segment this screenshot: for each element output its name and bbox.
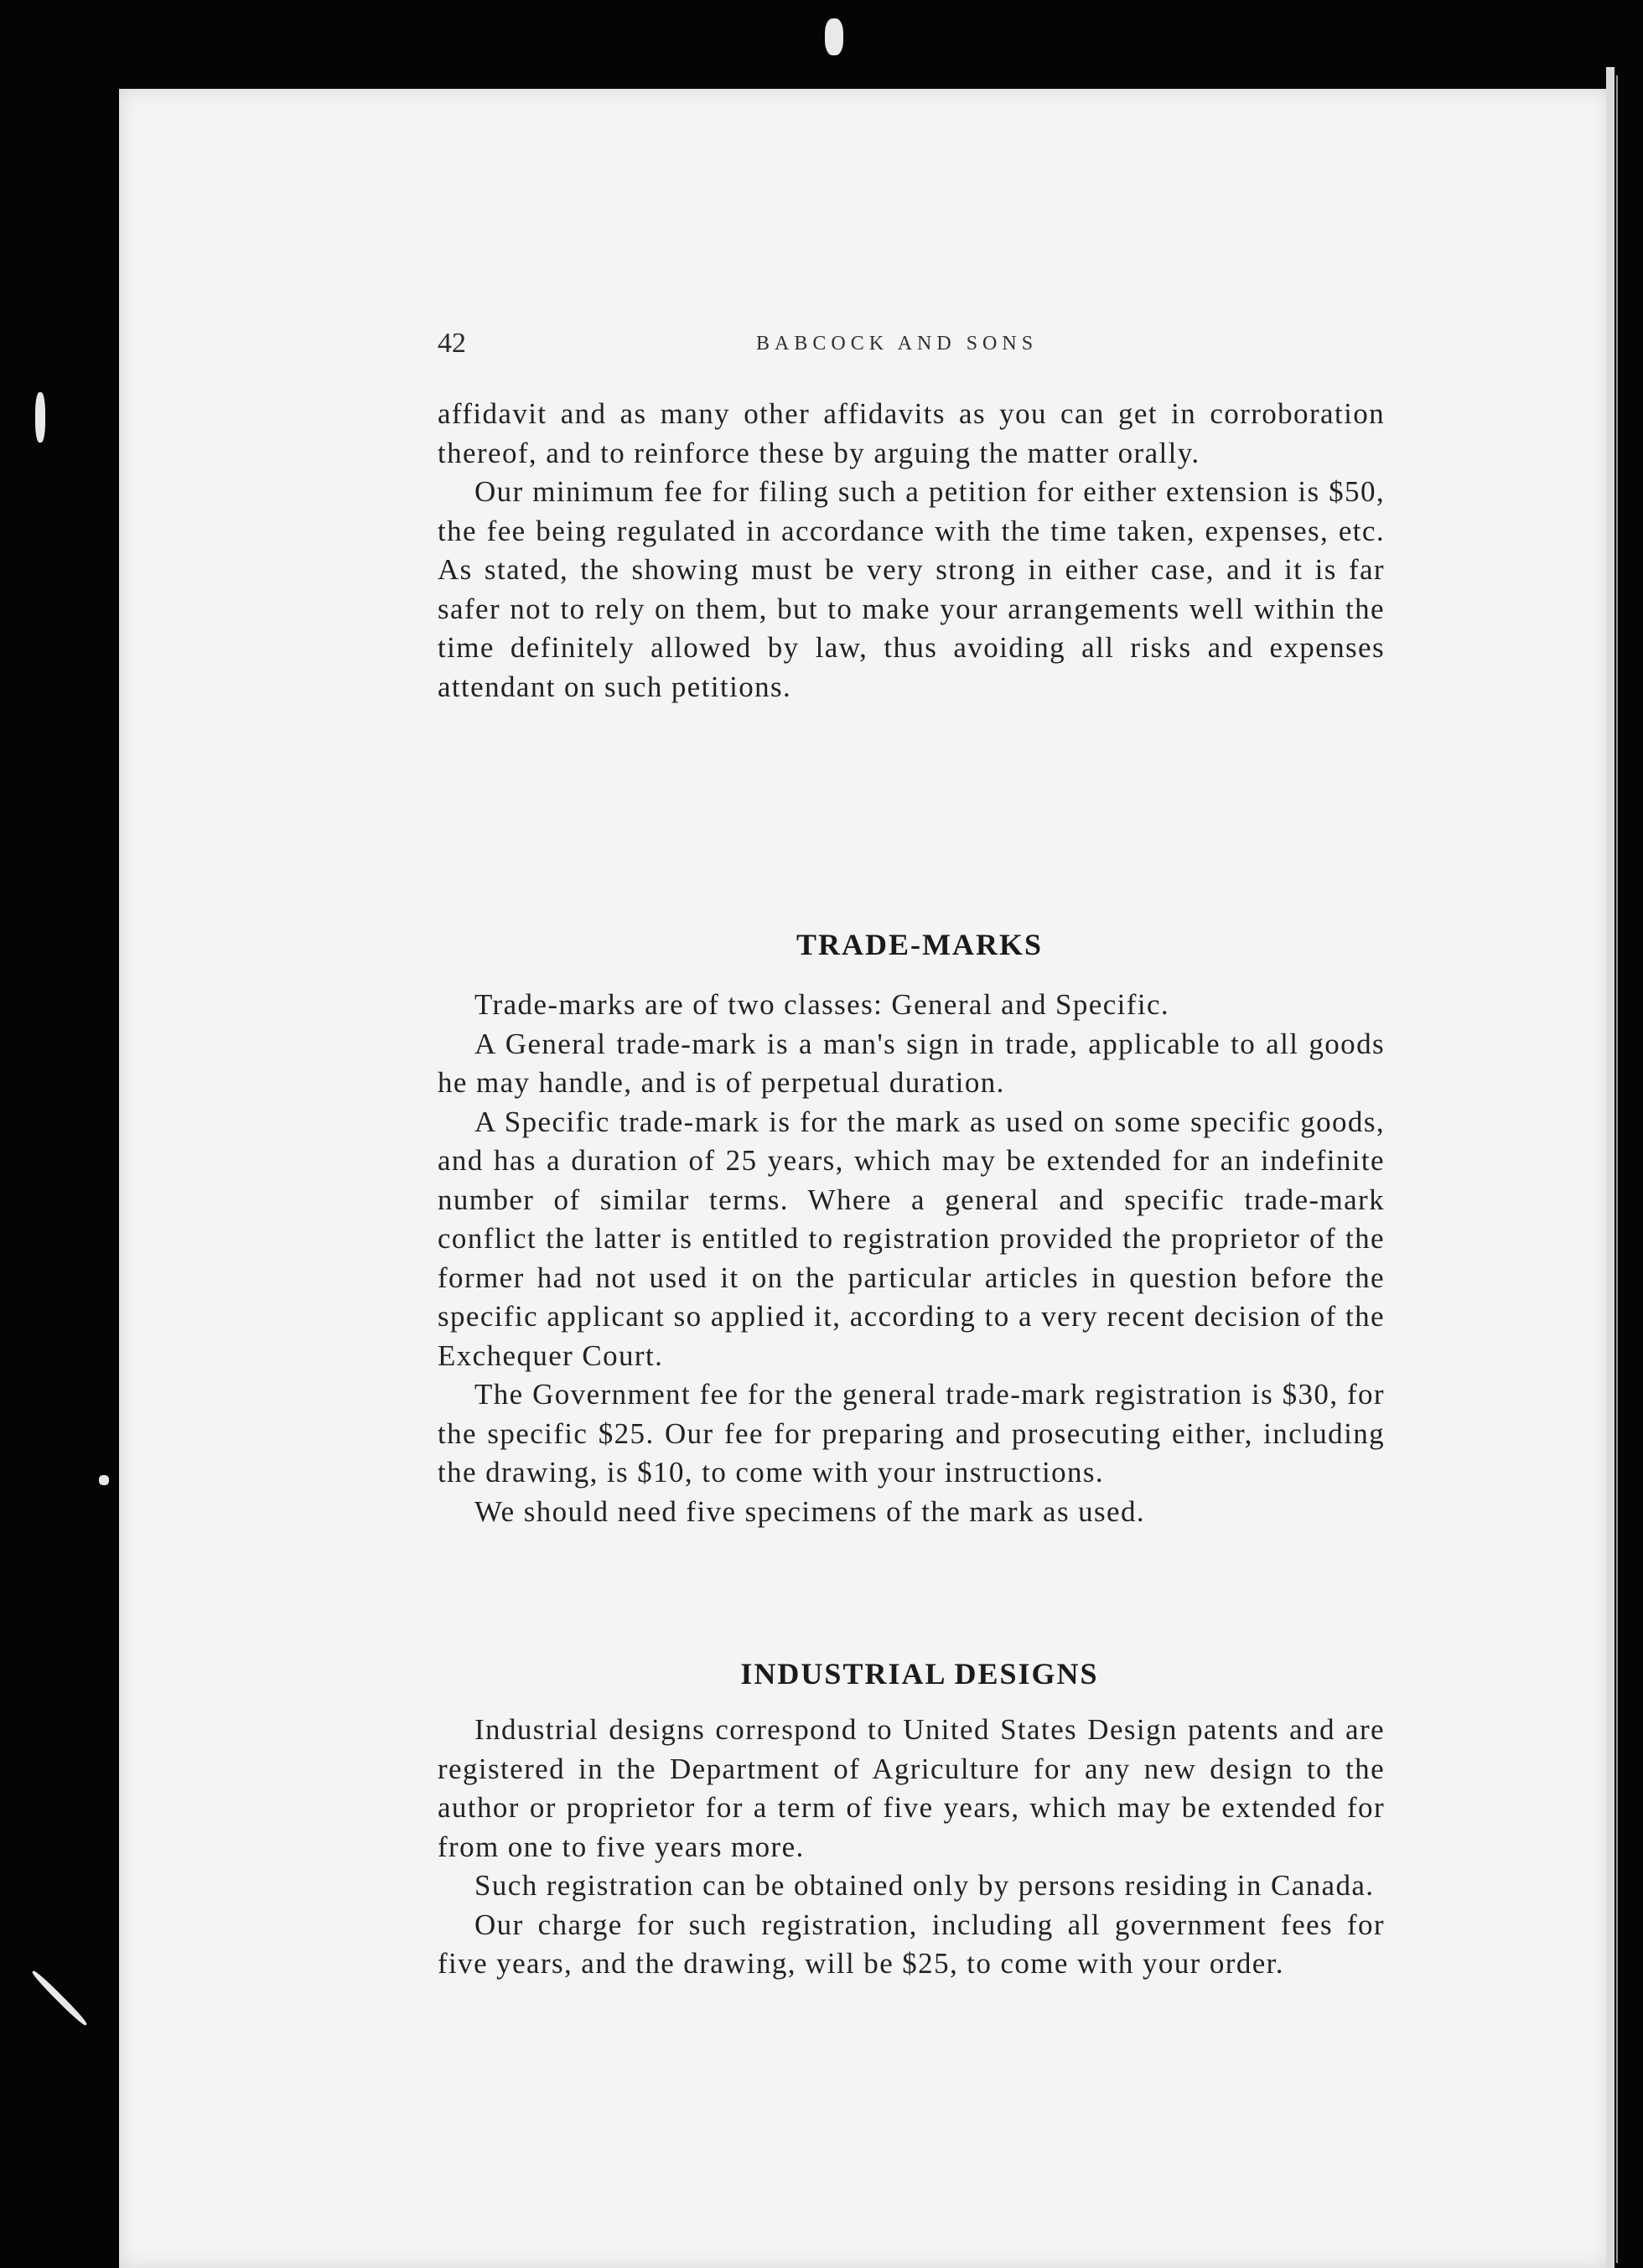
industrial-designs-paragraph-1: Industrial designs correspond to United States Design patents and are registered in the Department of Agriculture for any new design to the author or proprietor for a term of five years, which may be extended for from one to five years more. [438, 1713, 1385, 1863]
intro-paragraph-2: Our minimum fee for filing such a petition for either extension is $50, the fee being regulated in accordance with the time taken, expenses, etc. As stated, the showing must be very strong in either case, and it is far safer not to rely on them, but to make your arrangements well within the time definitely allowed by law, thus avoiding all risks and expenses attendant on such petitions. [438, 475, 1385, 703]
page-edge-line [1616, 75, 1618, 2263]
running-title: BABCOCK AND SONS [756, 333, 1039, 355]
page-edge-shadow [1606, 67, 1614, 2268]
intro-section [438, 395, 1385, 707]
trade-marks-paragraph-4: The Government fee for the general trade-mark registration is $30, for the specific $25. Our fee for preparing and prosecuting either, including the drawing, is $10, to come with your instructions. [438, 1378, 1385, 1489]
trade-marks-paragraph-1: Trade-marks are of two classes: General and Specific. [474, 988, 1170, 1021]
page-number: 42 [438, 328, 466, 359]
trade-marks-section [438, 986, 1385, 1531]
scan-speck-left-mid [99, 1475, 109, 1485]
trade-marks-paragraph-2: A General trade-mark is a man's sign in trade, applicable to all goods he may handle, and is of perpetual duration. [438, 1027, 1385, 1099]
intro-paragraph-1: affidavit and as many other affidavits as you can get in corroboration thereof, and to reinforce these by arguing the matter orally. [438, 397, 1385, 469]
scan-speck-left-lower [30, 1969, 88, 2027]
industrial-designs-section [438, 1711, 1385, 1984]
industrial-designs-paragraph-3: Our charge for such registration, including all government fees for five years, and the drawing, will be $25, to come with your order. [438, 1908, 1385, 1980]
scan-speck-top [825, 18, 843, 55]
scan-speck-left-upper [35, 392, 45, 443]
industrial-designs-heading: INDUSTRIAL DESIGNS [740, 1657, 1099, 1691]
trade-marks-heading: TRADE-MARKS [796, 928, 1043, 961]
trade-marks-paragraph-3: A Specific trade-mark is for the mark as used on some specific goods, and has a duration of 25 years, which may be extended for an indefinite number of similar terms. Where a general and specific trade-mark conflict the latter is entitled to registration provided the proprietor of the former had not used it on the particular articles in question before the specific applicant so applied it, according to a very recent decision of the Exchequer Court. [438, 1105, 1385, 1372]
scanned-page [119, 89, 1609, 2268]
industrial-designs-paragraph-2: Such registration can be obtained only by persons residing in Canada. [474, 1869, 1375, 1902]
trade-marks-paragraph-5: We should need five specimens of the mark as used. [474, 1494, 1146, 1528]
running-head [438, 328, 1427, 361]
